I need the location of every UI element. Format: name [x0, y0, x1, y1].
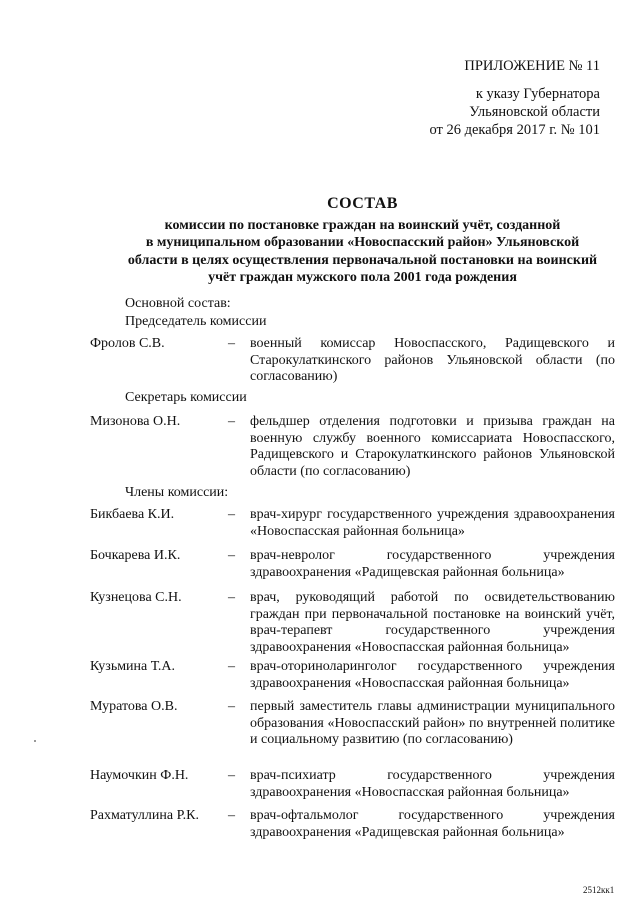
member-entry	[90, 507, 615, 540]
appendix-title: ПРИЛОЖЕНИЕ № 11	[464, 58, 600, 74]
dash-separator: –	[228, 659, 235, 674]
member-name: Муратова О.В.	[90, 699, 178, 714]
dash-separator: –	[228, 507, 235, 522]
section-main-label: Основной состав:	[125, 296, 231, 311]
dash-separator: –	[228, 768, 235, 783]
scan-speck	[34, 740, 36, 742]
document-heading	[90, 195, 635, 287]
member-entry	[90, 548, 615, 581]
dash-separator: –	[228, 414, 235, 429]
member-entry-chairman	[90, 336, 615, 386]
member-name: Рахматуллина Р.К.	[90, 808, 199, 823]
section-chair-label: Председатель комиссии	[125, 314, 267, 329]
dash-separator: –	[228, 590, 235, 605]
appendix-line-date: от 26 декабря 2017 г. № 101	[429, 122, 600, 138]
heading-title: СОСТАВ	[327, 195, 398, 212]
member-role: врач-хирург государственного учреждения здравоохранения «Новоспасская районная больница»	[250, 507, 615, 539]
member-entry	[90, 699, 615, 749]
appendix-line-decree: к указу Губернатора	[475, 86, 600, 102]
dash-separator: –	[228, 336, 235, 351]
member-entry	[90, 590, 615, 656]
member-entry	[90, 808, 615, 841]
member-name: Бочкарева И.К.	[90, 548, 181, 563]
member-entry-secretary	[90, 414, 615, 480]
section-members-label: Члены комиссии:	[125, 485, 229, 500]
member-entry	[90, 768, 615, 801]
member-name: Фролов С.В.	[90, 336, 165, 351]
dash-separator: –	[228, 548, 235, 563]
appendix-line-region: Ульяновской области	[469, 104, 600, 120]
member-role: врач-невролог государственного учреждения здравоохранения «Радищевская районная больница»	[250, 548, 615, 580]
member-role: военный комиссар Новоспасского, Радищевского и Старокулаткинского районов Ульяновской области (по согласованию)	[250, 336, 615, 384]
member-name: Кузнецова С.Н.	[90, 590, 182, 605]
member-name: Бикбаева К.И.	[90, 507, 175, 522]
dash-separator: –	[228, 699, 235, 714]
member-role: врач, руководящий работой по освидетельствованию граждан при первоначальной постановке на воинский учёт, врач-терапевт государственного учреждения здравоохранения «Новоспасская районная больница»	[250, 590, 615, 655]
member-role: первый заместитель главы администрации муниципального образования «Новоспасский район» по внутренней политике и социальному развитию (по согласованию)	[250, 699, 615, 747]
member-role: фельдшер отделения подготовки и призыва граждан на военную службу военного комиссариата Новоспасского, Радищевского и Старокулаткинского районов Ульяновской области (по согласованию)	[250, 414, 615, 479]
member-name: Наумочкин Ф.Н.	[90, 768, 189, 783]
member-role: врач-офтальмолог государственного учреждения здравоохранения «Радищевская районная больница»	[250, 808, 615, 840]
heading-line: в муниципальном образовании «Новоспасский район» Ульяновской	[145, 235, 580, 250]
heading-line: комиссии по постановке граждан на воинский учёт, созданной	[164, 217, 561, 233]
heading-line: учёт граждан мужского пола 2001 года рождения	[208, 270, 517, 285]
footer-code: 2512кк1	[583, 885, 615, 895]
appendix-block	[400, 57, 600, 139]
member-role: врач-оториноларинголог государственного учреждения здравоохранения «Новоспасская районная больница»	[250, 659, 615, 691]
member-entry	[90, 659, 615, 692]
member-name: Мизонова О.Н.	[90, 414, 181, 429]
heading-line: области в целях осуществления первоначальной постановки на воинский	[127, 252, 598, 268]
member-role: врач-психиатр государственного учреждения здравоохранения «Новоспасская районная больница»	[250, 768, 615, 800]
dash-separator: –	[228, 808, 235, 823]
section-secretary-label: Секретарь комиссии	[125, 390, 247, 405]
member-name: Кузьмина Т.А.	[90, 659, 176, 674]
